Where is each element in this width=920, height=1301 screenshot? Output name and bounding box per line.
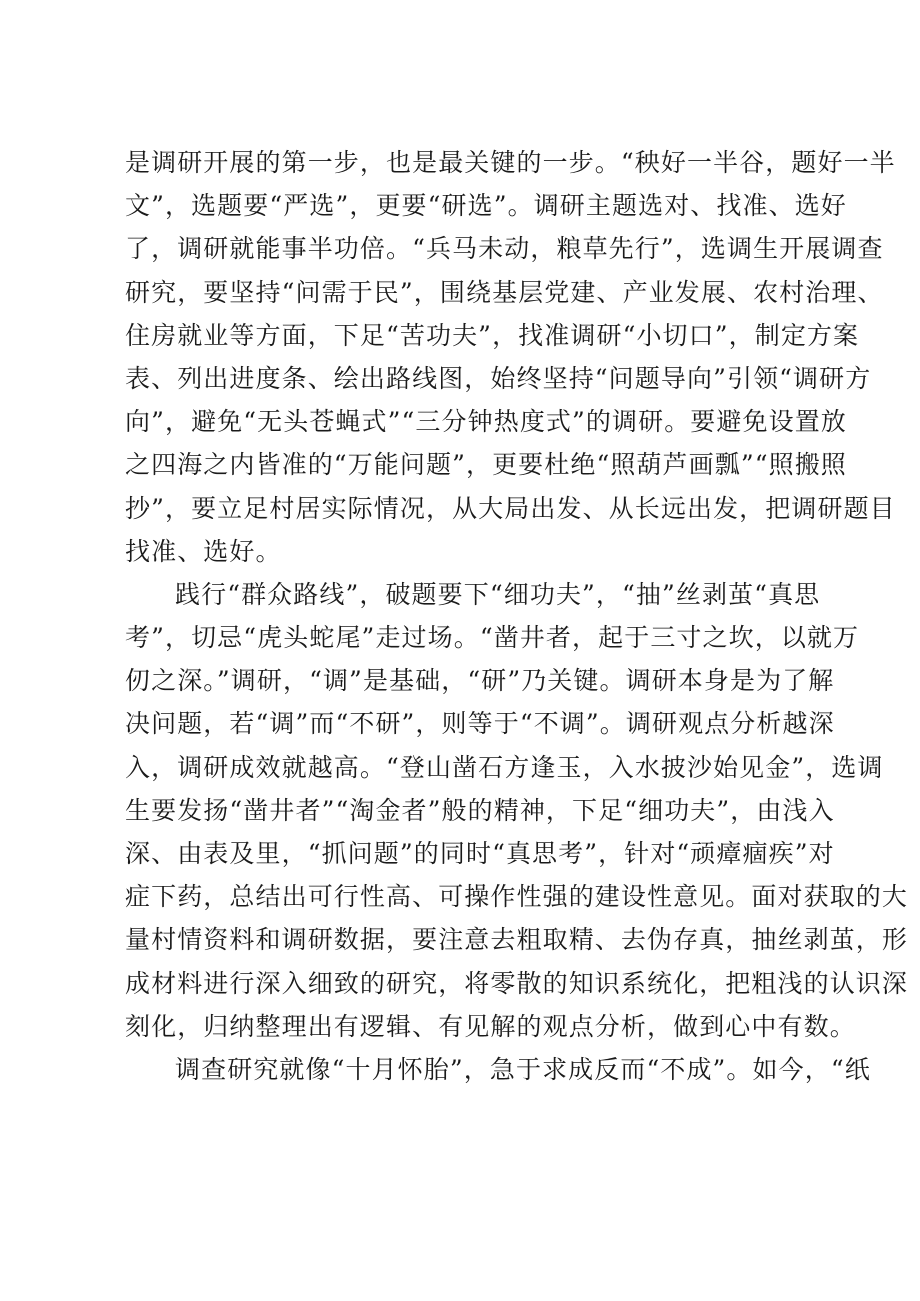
paragraph-start-line: 践行“群众路线”，破题要下“细功夫”，“抽”丝剥茧“真思 (175, 579, 821, 609)
text-line: 之四海之内皆准的“万能问题”，更要杜绝“照葫芦画瓢”“照搬照 (125, 450, 847, 480)
text-line: 表、列出进度条、绘出路线图，始终坚持“问题导向”引领“调研方 (125, 363, 872, 393)
text-line: 深、由表及里，“抓问题”的同时“真思考”，针对“顽瘴痼疾”对 (125, 839, 835, 868)
text-line: 向”，避免“无头苍蝇式”“三分钟热度式”的调研。要避免设置放 (125, 407, 847, 437)
text-line: 是调研开展的第一步，也是最关键的一步。“秧好一半谷，题好一半 (125, 148, 896, 177)
text-line: 决问题，若“调”而“不研”，则等于“不调”。调研观点分析越深 (125, 709, 835, 739)
text-line: 症下药，总结出可行性高、可操作性强的建设性意见。面对获取的大 (125, 882, 909, 912)
text-line: 仞之深。”调研，“调”是基础，“研”乃关键。调研本身是为了解 (125, 666, 835, 696)
text-line: 住房就业等方面，下足“苦功夫”，找准调研“小切口”，制定方案 (125, 320, 860, 350)
text-line: 入，调研成效就越高。“登山凿石方逢玉，入水披沙始见金”，选调 (125, 752, 884, 782)
text-line: 生要发扬“凿井者”“淘金者”般的精神，下足“细功夫”，由浅入 (125, 795, 835, 825)
paragraph-end-line: 刻化，归纳整理出有逻辑、有见解的观点分析，做到心中有数。 (125, 1011, 856, 1041)
text-line: 量村情资料和调研数据，要注意去粗取精、去伪存真，抽丝剥茧，形 (125, 925, 909, 955)
text-line: 抄”，要立足村居实际情况，从大局出发、从长远出发，把调研题目 (125, 493, 896, 523)
text-line: 考”，切忌“虎头蛇尾”走过场。“凿井者，起于三寸之坎，以就万 (125, 623, 860, 653)
paragraph-end-line: 找准、选好。 (125, 536, 282, 566)
article-body (125, 141, 909, 1091)
text-line: 了，调研就能事半功倍。“兵马未动，粮草先行”，选调生开展调查 (125, 234, 884, 264)
text-line: 文”，选题要“严选”，更要“研选”。调研主题选对、找准、选好 (125, 191, 847, 221)
text-line: 研究，要坚持“问需于民”，围绕基层党建、产业发展、农村治理、 (125, 277, 884, 307)
paragraph-start-line: 调查研究就像“十月怀胎”，急于求成反而“不成”。如今，“纸 (175, 1054, 871, 1084)
text-line: 成材料进行深入细致的研究，将零散的知识系统化，把粗浅的认识深 (125, 968, 909, 998)
